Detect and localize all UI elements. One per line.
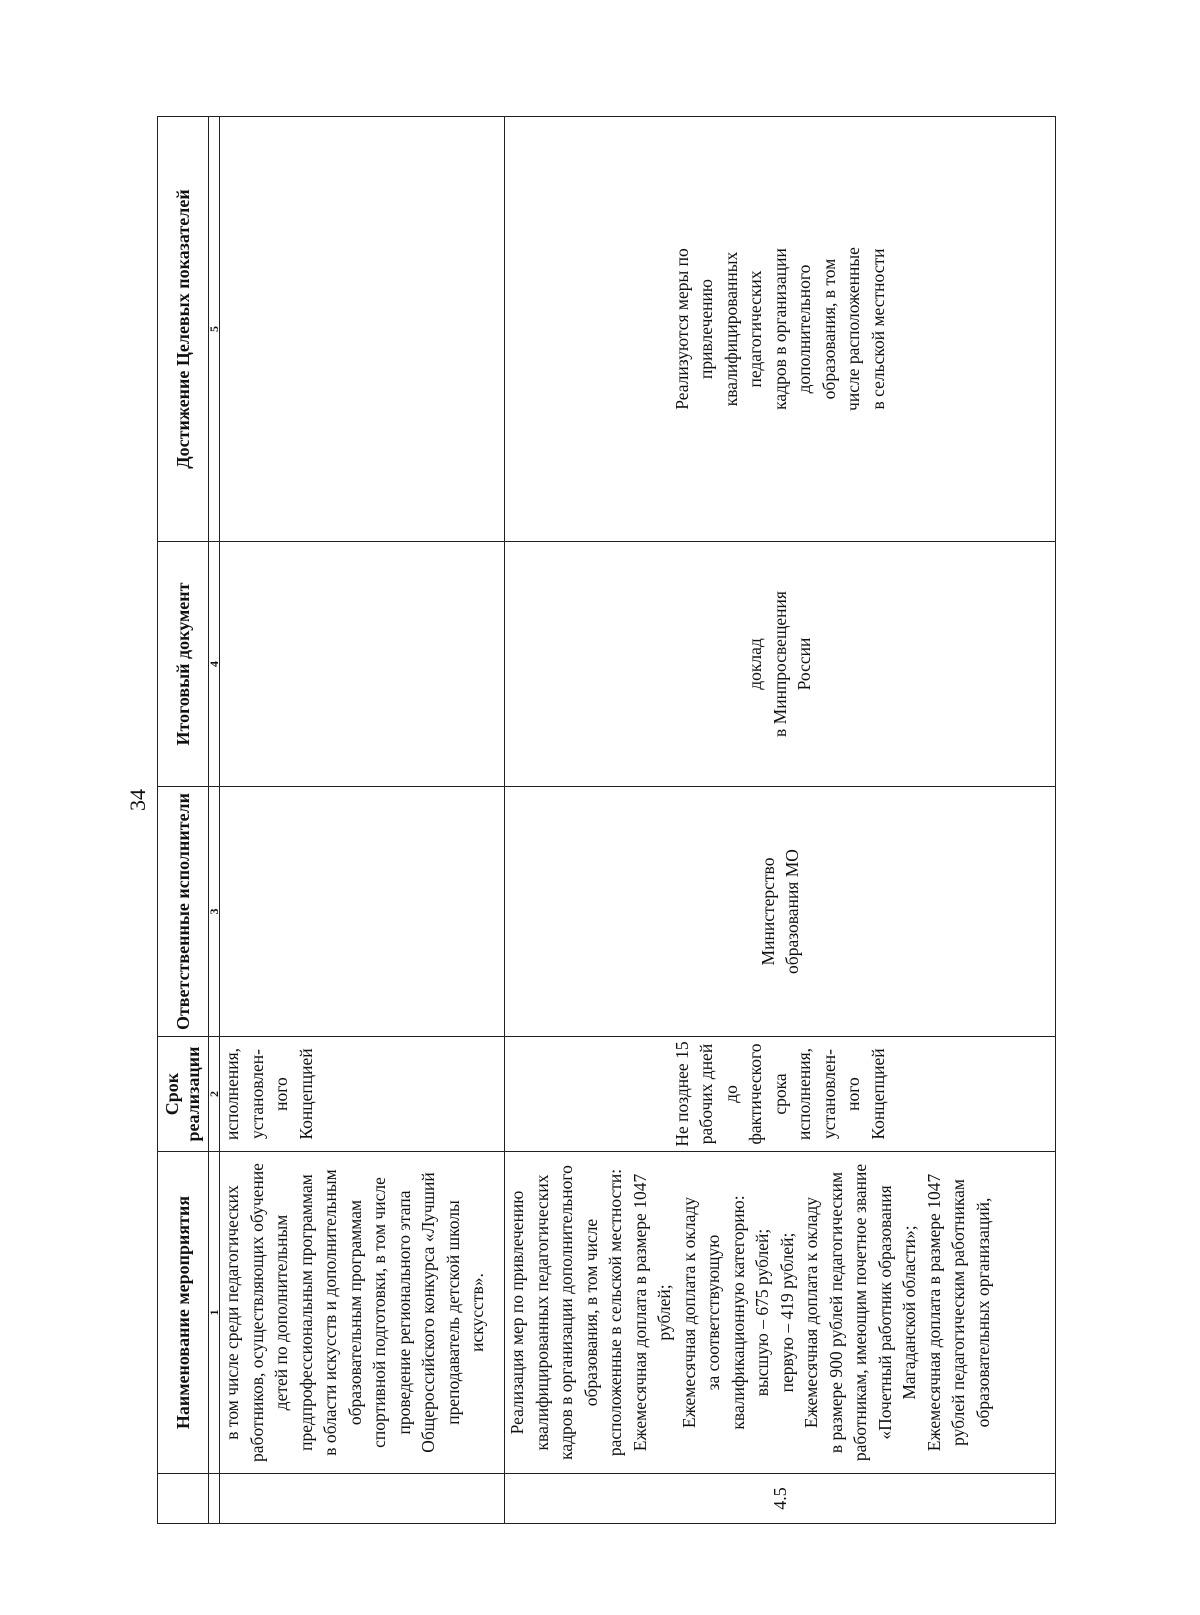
target-indicators	[220, 117, 505, 542]
implementation-term: исполнения, установлен- ного Концепцией	[220, 1037, 505, 1152]
table-row	[220, 117, 505, 1524]
measure-name: в том числе среди педагогических работников, осуществляющих обучение детей по дополнительным предпрофессиональным программам в области искусств и дополнительным образовательным программам спортивной подготовки, в том числе проведение регионального этапа Общероссийского конкурса «Лучший преподаватель детской школы искусств».	[220, 1152, 505, 1474]
header-executors: Ответственные исполнители	[158, 787, 209, 1037]
header-number	[158, 1474, 209, 1524]
column-number: 4	[209, 542, 220, 787]
measure-name: Реализация мер по привлечению квалифицированных педагогических кадров в организации дополнительного образования, в том числе расположенные в сельской местности: Ежемесячная доплата в размере 1047 рублей; Ежемесячная доплата к окладу за соответствующую квалификационную категорию: высшую – 675 рублей; первую – 419 рублей; Ежемесячная доплата к окладу в размере 900 рублей педагогическим работникам, имеющим почетное звание «Почетный работник образования Магаданской области»; Ежемесячная доплата в размере 1047 рублей педагогическим работникам образовательных организаций,	[505, 1152, 1056, 1474]
row-number	[220, 1474, 505, 1524]
header-row	[158, 117, 209, 1524]
responsible-executors	[220, 787, 505, 1037]
header-name: Наименование мероприятия	[158, 1152, 209, 1474]
implementation-term: Не позднее 15 рабочих дней до фактического срока исполнения, установлен- ного Концепцией	[505, 1037, 1056, 1152]
responsible-executors: Министерство образования МО	[505, 787, 1056, 1037]
column-number: 1	[209, 1152, 220, 1474]
column-number: 5	[209, 117, 220, 542]
column-number: 2	[209, 1037, 220, 1152]
header-document: Итоговый документ	[158, 542, 209, 787]
header-target: Достижение Целевых показателей	[158, 117, 209, 542]
header-term: Срок реализации	[158, 1037, 209, 1152]
column-number-row	[209, 117, 220, 1524]
final-document	[220, 542, 505, 787]
target-indicators: Реализуются меры по привлечению квалифицированных педагогических кадров в организации дополнительного образования, в том числе расположенные в сельской местности	[505, 117, 1056, 542]
column-number: 3	[209, 787, 220, 1037]
page-number: 34	[125, 789, 150, 811]
rotated-page	[157, 117, 1062, 1524]
final-document: доклад в Минпросвещения России	[505, 542, 1056, 787]
table-row	[505, 117, 1056, 1524]
measures-table	[157, 116, 1056, 1524]
row-number: 4.5	[505, 1474, 1056, 1524]
column-number	[209, 1474, 220, 1524]
